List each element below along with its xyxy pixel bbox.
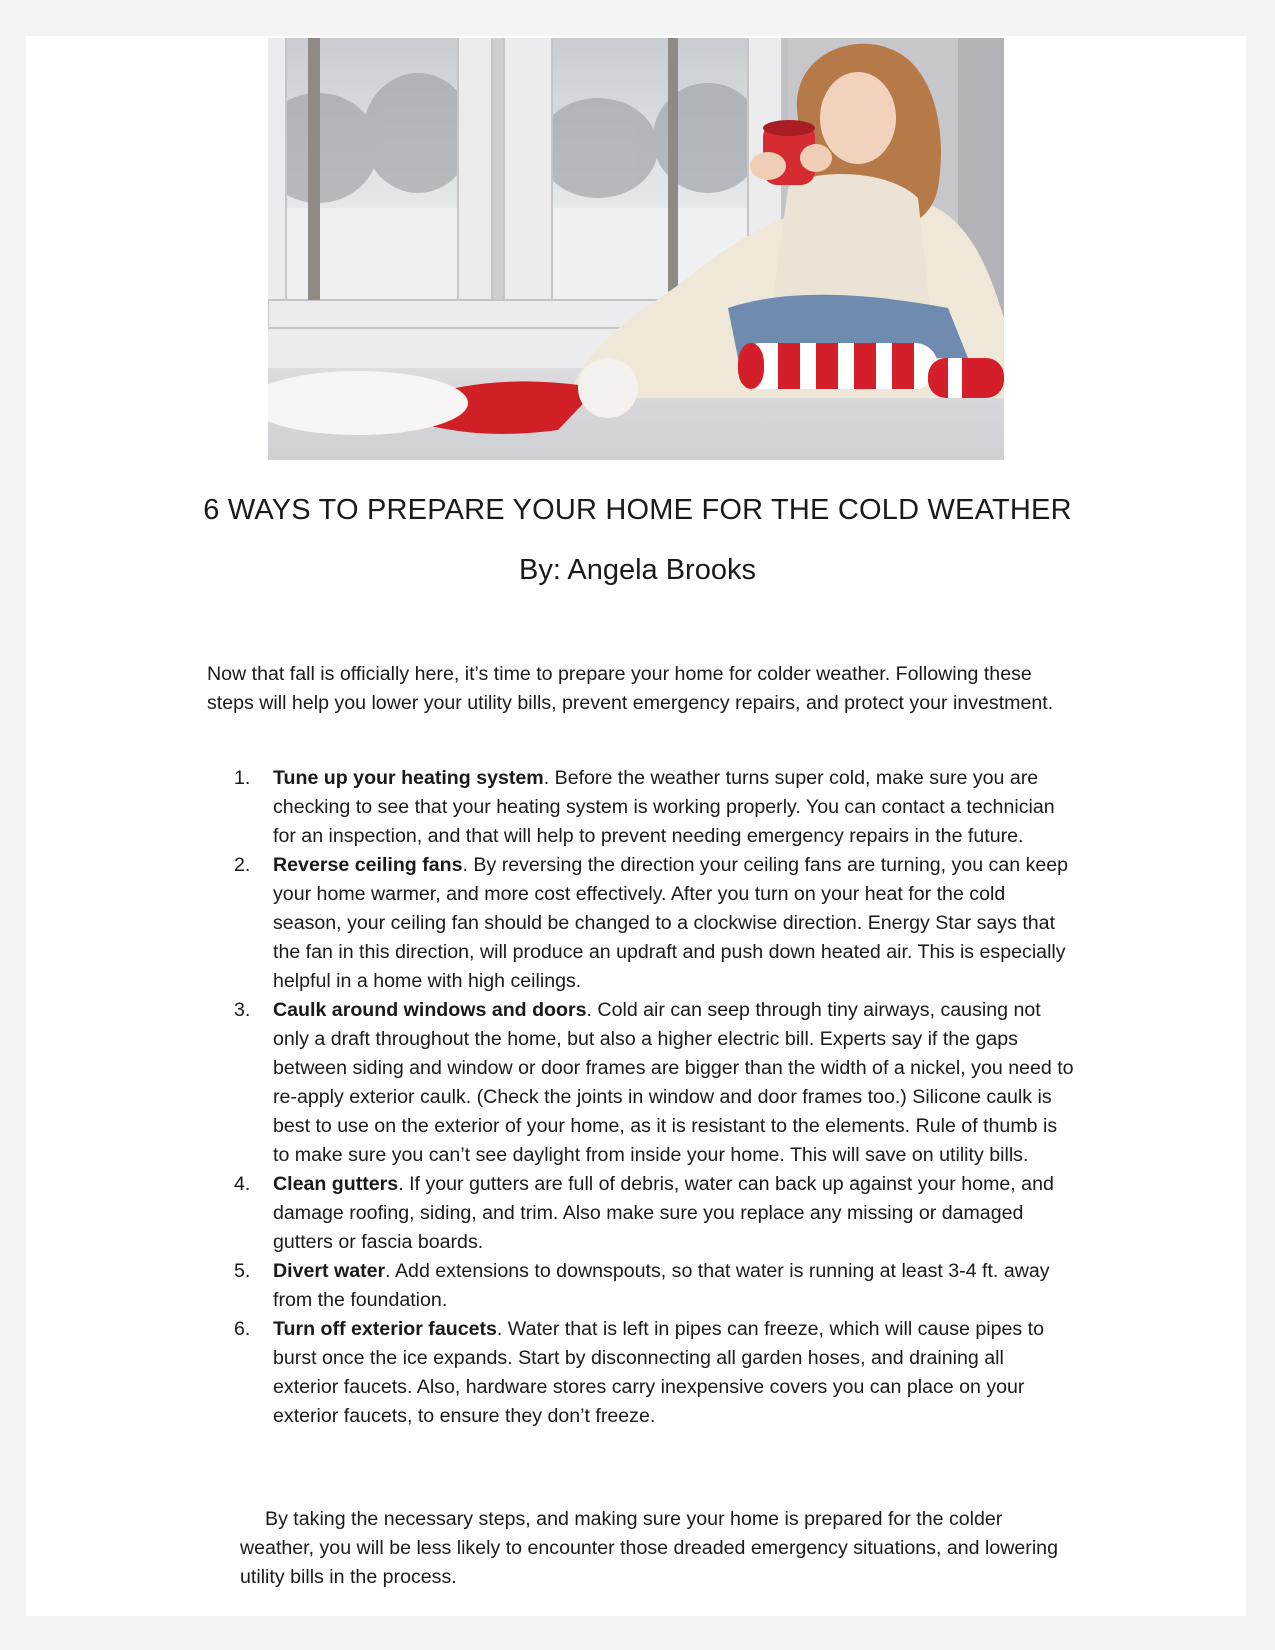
list-item-text: . Add extensions to downspouts, so that water is running at least 3-4 ft. away from the foundation. — [273, 1260, 1050, 1311]
list-item-text: . Before the weather turns super cold, make sure you are checking to see that your heating system is working properly. You can contact a technician for an inspection, and that will help to prevent needing emergency repairs in the future. — [273, 767, 1055, 847]
list-item-heading: Caulk around windows and doors — [273, 999, 587, 1021]
list-item-number: 2. — [234, 854, 251, 876]
list-item — [234, 1315, 1074, 1431]
list-item-number: 4. — [234, 1173, 251, 1195]
list-item-text: . Water that is left in pipes can freeze, which will cause pipes to burst once the ice expands. Start by disconnecting all garden hoses, and draining all exterior faucets. Also, hardware stores carry inexpensive covers you can place on your exterior faucets, to ensure they don’t freeze. — [273, 1318, 1044, 1427]
list-item-number: 1. — [234, 767, 251, 789]
intro-paragraph: Now that fall is officially here, it’s time to prepare your home for colder weather. Following these steps will help you lower your utility bills, prevent emergency repairs, and protect your investment. — [207, 663, 1054, 714]
list-item — [234, 1170, 1074, 1257]
list-item — [234, 996, 1074, 1170]
page-title: 6 WAYS TO PREPARE YOUR HOME FOR THE COLD WEATHER — [203, 494, 1072, 526]
list-item-text: . Cold air can seep through tiny airways, causing not only a draft throughout the home, but also a higher electric bill. Experts say if the gaps between siding and window or door frames are bigger than the width of a nickel, you need to re-apply exterior caulk. (Check the joints in window and door frames too.) Silicone caulk is best to use on the exterior of your home, as it is resistant to the elements. Rule of thumb is to make sure you can’t see daylight from inside your home. This will save on utility bills. — [273, 999, 1074, 1166]
list-item — [234, 851, 1074, 996]
list-item-heading: Divert water — [273, 1260, 386, 1282]
list-item-number: 6. — [234, 1318, 251, 1340]
list-item-heading: Clean gutters — [273, 1173, 399, 1195]
author-byline: By: Angela Brooks — [519, 554, 756, 586]
list-item-number: 5. — [234, 1260, 251, 1282]
closing-paragraph: By taking the necessary steps, and making sure your home is prepared for the colder weather, you will be less likely to encounter those dreaded emergency situations, and lowering utility bills in the process. — [240, 1508, 1058, 1588]
list-item-heading: Tune up your heating system — [273, 767, 544, 789]
list-item-heading: Turn off exterior faucets — [273, 1318, 497, 1340]
list-item-number: 3. — [234, 999, 251, 1021]
list-item — [234, 764, 1074, 851]
steps-list — [234, 764, 1074, 1431]
list-item — [234, 1257, 1074, 1315]
hero-photo — [268, 38, 1004, 460]
list-item-text: . By reversing the direction your ceiling fans are turning, you can keep your home warmer, and more cost effectively. After you turn on your heat for the cold season, your ceiling fan should be changed to a clockwise direction. Energy Star says that the fan in this direction, will produce an updraft and push down heated air. This is especially helpful in a home with high ceilings. — [273, 854, 1069, 992]
list-item-heading: Reverse ceiling fans — [273, 854, 463, 876]
list-item-text: . If your gutters are full of debris, water can back up against your home, and damage roofing, siding, and trim. Also make sure you replace any missing or damaged gutters or fascia boards. — [273, 1173, 1054, 1253]
